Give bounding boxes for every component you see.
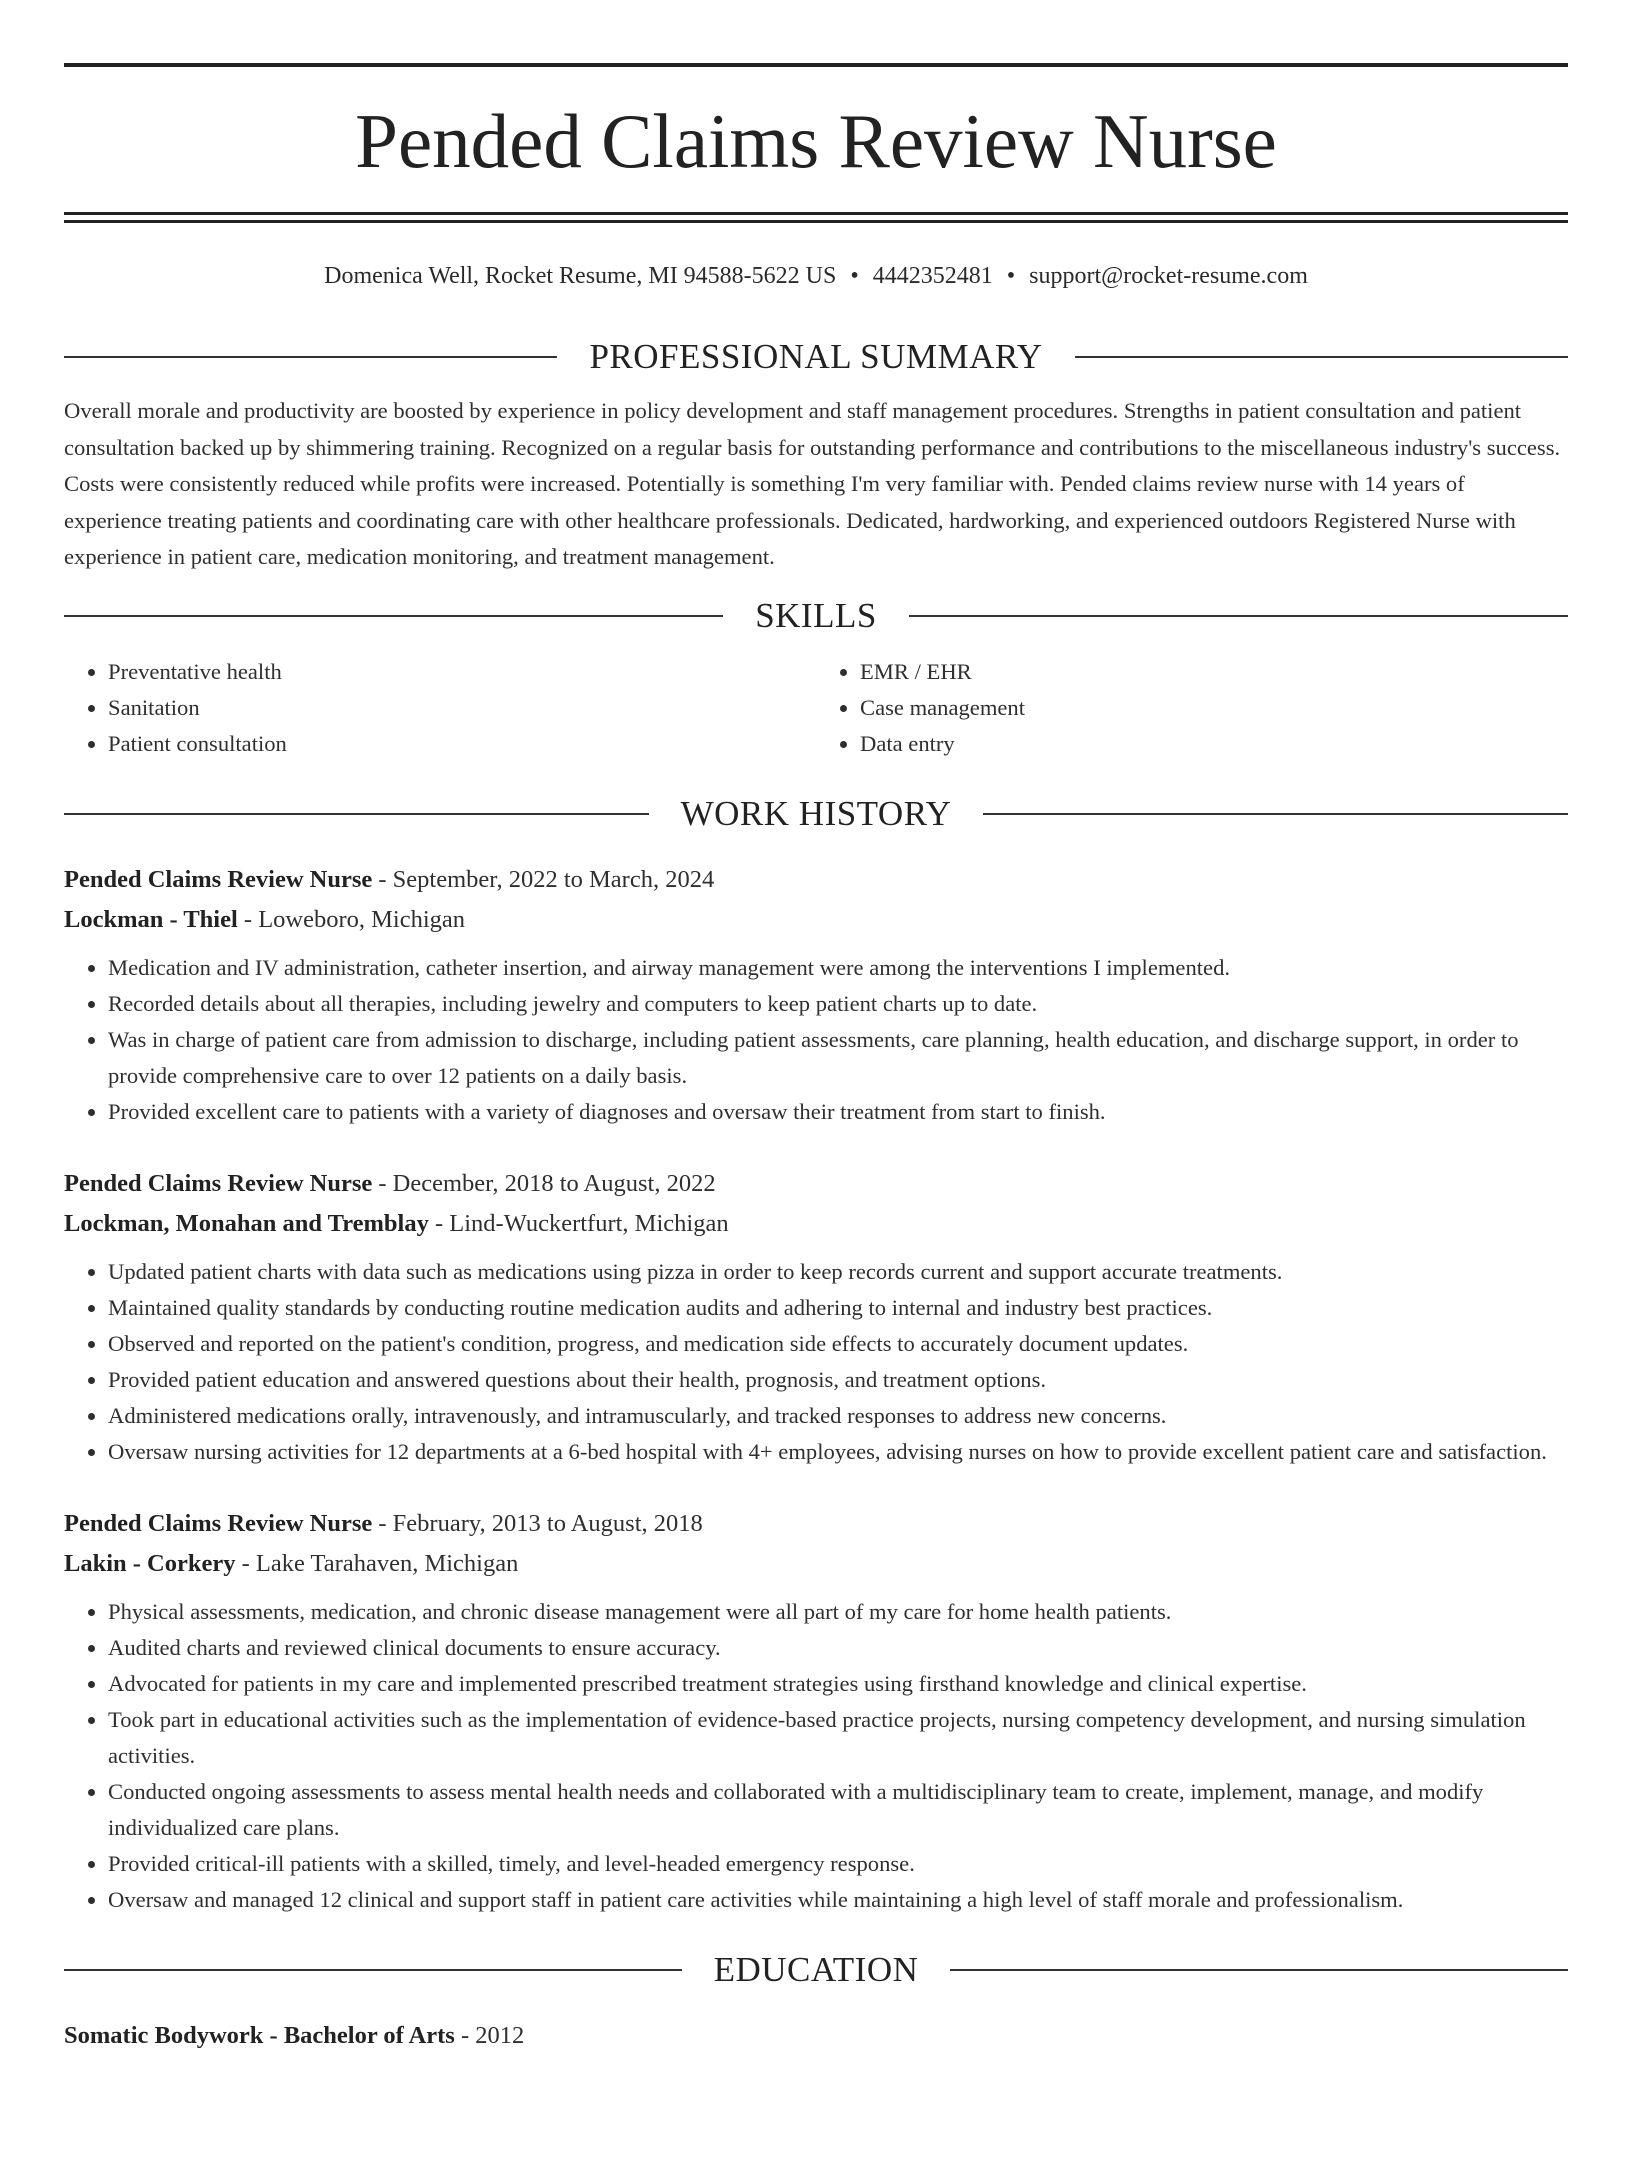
job-dates: - December, 2018 to August, 2022 xyxy=(372,1169,716,1197)
job-bullet: • Maintained quality standards by conducting routine medication audits and adhering to internal and industry best practices. xyxy=(108,1290,1568,1326)
job-bullet: • Medication and IV administration, catheter insertion, and airway management were among the interventions I implemented. xyxy=(108,950,1568,986)
job-bullet: • Provided critical-ill patients with a skilled, timely, and level-headed emergency response. xyxy=(108,1846,1568,1882)
skills-column-right xyxy=(816,654,1568,762)
job-title: Pended Claims Review Nurse xyxy=(64,1509,373,1537)
contact-line xyxy=(64,259,1568,293)
job-bullet: • Updated patient charts with data such as medications using pizza in order to keep records current and support accurate treatments. xyxy=(108,1254,1568,1290)
skills-column-left xyxy=(64,654,816,762)
job-title: Pended Claims Review Nurse xyxy=(64,1169,373,1197)
job-entry xyxy=(64,860,1568,1130)
job-dates: - February, 2013 to August, 2018 xyxy=(372,1509,703,1537)
job-location: - Lake Tarahaven, Michigan xyxy=(235,1549,519,1577)
section-title: EDUCATION xyxy=(713,1949,919,1989)
contact-address: Domenica Well, Rocket Resume, MI 94588-5622 US xyxy=(324,263,837,289)
skill-item: • Data entry xyxy=(860,726,1568,762)
job-location: - Loweboro, Michigan xyxy=(237,905,466,933)
job-entry xyxy=(64,1164,1568,1470)
education-year: - 2012 xyxy=(454,2021,525,2049)
job-company: Lockman, Monahan and Tremblay xyxy=(64,1209,429,1237)
resume-page xyxy=(0,63,1632,2175)
heading-rule xyxy=(1075,356,1568,358)
skill-item: • Preventative health xyxy=(108,654,816,690)
section-heading-summary xyxy=(64,335,1568,379)
job-bullet: • Audited charts and reviewed clinical documents to ensure accuracy. xyxy=(108,1630,1568,1666)
contact-separator: • xyxy=(850,263,859,289)
job-bullet: • Oversaw nursing activities for 12 departments at a 6-bed hospital with 4+ employees, advising nurses on how to provide excellent patient care and satisfaction. xyxy=(108,1434,1568,1470)
section-heading-work-history xyxy=(64,792,1568,836)
job-bullets xyxy=(64,950,1568,1130)
job-title-line xyxy=(64,1504,1568,1544)
contact-email[interactable]: support@rocket-resume.com xyxy=(1029,263,1308,289)
skill-item: • Sanitation xyxy=(108,690,816,726)
job-bullet: • Took part in educational activities such as the implementation of evidence-based practice projects, nursing competency development, and nursing simulation activities. xyxy=(108,1702,1568,1774)
section-heading-skills xyxy=(64,594,1568,638)
resume-title: Pended Claims Review Nurse xyxy=(355,98,1277,184)
job-company-line xyxy=(64,1544,1568,1584)
skill-item: • EMR / EHR xyxy=(860,654,1568,690)
job-company-line xyxy=(64,900,1568,940)
job-company-line xyxy=(64,1204,1568,1244)
contact-separator: • xyxy=(1006,263,1016,289)
job-title-line xyxy=(64,860,1568,900)
contact-phone[interactable]: 4442352481 xyxy=(872,263,993,289)
job-bullets xyxy=(64,1594,1568,1918)
heading-rule xyxy=(64,813,649,815)
section-title: SKILLS xyxy=(755,595,877,635)
heading-rule xyxy=(950,1969,1568,1971)
job-bullet: • Administered medications orally, intravenously, and intramuscularly, and tracked responses to address new concerns. xyxy=(108,1398,1568,1434)
job-company: Lakin - Corkery xyxy=(64,1549,236,1577)
job-bullet: • Oversaw and managed 12 clinical and support staff in patient care activities while maintaining a high level of staff morale and professionalism. xyxy=(108,1882,1568,1918)
skills-list xyxy=(64,654,1568,762)
heading-rule xyxy=(983,813,1568,815)
skill-item: • Case management xyxy=(860,690,1568,726)
job-title: Pended Claims Review Nurse xyxy=(64,865,373,893)
section-title: PROFESSIONAL SUMMARY xyxy=(589,337,1043,376)
heading-rule xyxy=(909,615,1568,617)
job-bullet: • Provided patient education and answered questions about their health, prognosis, and treatment options. xyxy=(108,1362,1568,1398)
education-entry xyxy=(64,2016,1568,2056)
education-degree: Somatic Bodywork - Bachelor of Arts xyxy=(64,2021,455,2049)
job-bullet: • Provided excellent care to patients with a variety of diagnoses and oversaw their treatment from start to finish. xyxy=(108,1094,1568,1130)
job-bullet: • Observed and reported on the patient's condition, progress, and medication side effects to accurately document updates. xyxy=(108,1326,1568,1362)
heading-rule xyxy=(64,1969,682,1971)
job-entry xyxy=(64,1504,1568,1918)
job-location: - Lind-Wuckertfurt, Michigan xyxy=(428,1209,729,1237)
job-company: Lockman - Thiel xyxy=(64,905,238,933)
job-bullet: • Recorded details about all therapies, including jewelry and computers to keep patient charts up to date. xyxy=(108,986,1568,1022)
job-bullet: • Advocated for patients in my care and implemented prescribed treatment strategies using firsthand knowledge and clinical expertise. xyxy=(108,1666,1568,1702)
job-bullet: • Physical assessments, medication, and chronic disease management were all part of my care for home health patients. xyxy=(108,1594,1568,1630)
job-title-line xyxy=(64,1164,1568,1204)
job-bullet: • Was in charge of patient care from admission to discharge, including patient assessments, care planning, health education, and discharge support, in order to provide comprehensive care to over 12 patients on a daily basis. xyxy=(108,1022,1568,1094)
job-dates: - September, 2022 to March, 2024 xyxy=(372,865,715,893)
section-heading-education xyxy=(64,1948,1568,1992)
job-bullet: • Conducted ongoing assessments to assess mental health needs and collaborated with a multidisciplinary team to create, implement, manage, and modify individualized care plans. xyxy=(108,1774,1568,1846)
heading-rule xyxy=(64,615,723,617)
heading-rule xyxy=(64,356,557,358)
summary-text: Overall morale and productivity are boosted by experience in policy development and staff management procedures. Strengths in patient consultation and patient consultation backed up by shimmering training. Recognized on a regular basis for outstanding performance and contributions to the miscellaneous industry's success. Costs were consistently reduced while profits were increased. Potentially is something I'm very familiar with. Pended claims review nurse with 14 years of experience treating patients and coordinating care with other healthcare professionals. Dedicated, hardworking, and experienced outdoors Registered Nurse with experience in patient care, medication monitoring, and treatment management. xyxy=(64,398,1561,569)
skill-item: • Patient consultation xyxy=(108,726,816,762)
section-title: WORK HISTORY xyxy=(680,793,952,833)
title-double-rule xyxy=(64,212,1568,223)
job-bullets xyxy=(64,1254,1568,1470)
